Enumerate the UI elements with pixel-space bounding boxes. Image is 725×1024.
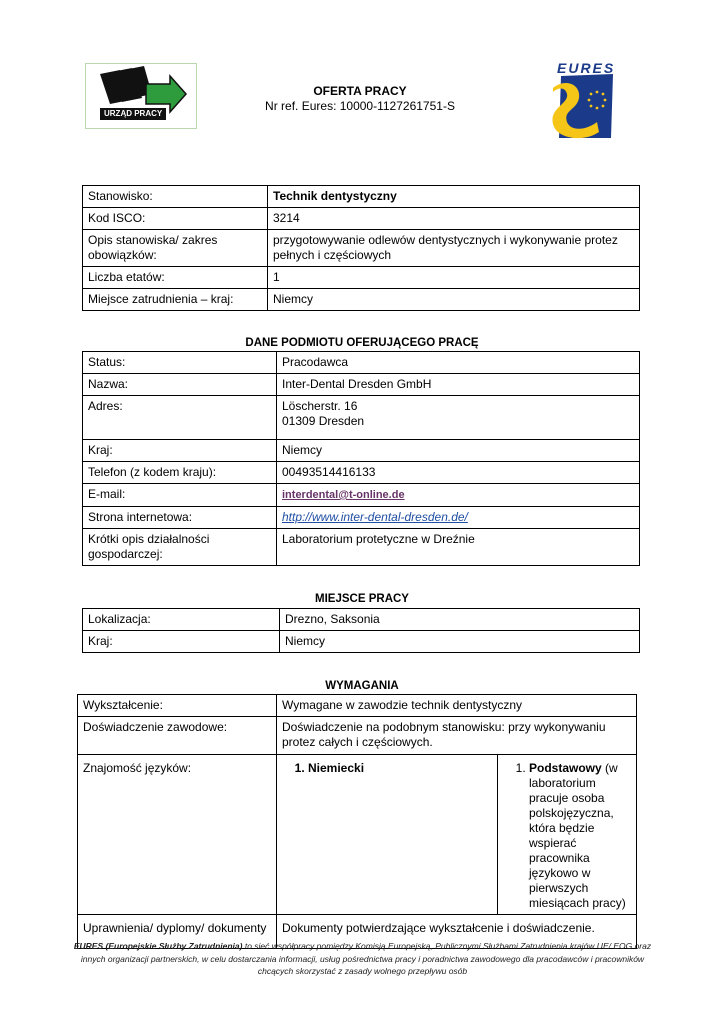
table-row xyxy=(83,529,640,566)
language-name: 1. Niemiecki xyxy=(308,761,492,776)
status-label: Status: xyxy=(83,352,277,374)
address-line-2: 01309 Dresden xyxy=(282,414,365,428)
isco-label: Kod ISCO: xyxy=(83,208,268,230)
table-row xyxy=(83,609,640,631)
table-row xyxy=(83,352,640,374)
table-row xyxy=(83,507,640,529)
email-cell xyxy=(277,484,640,507)
eures-logo-text: EURES xyxy=(557,60,616,76)
workplace-table xyxy=(82,608,640,653)
urzad-pracy-logo-text: URZĄD PRACY xyxy=(104,109,163,118)
email-link[interactable]: interdental@t-online.de xyxy=(282,489,405,501)
experience-label: Doświadczenie zawodowe: xyxy=(78,717,277,755)
phone-label: Telefon (z kodem kraju): xyxy=(83,462,277,484)
business-description-label: Krótki opis działalności gospodarczej: xyxy=(83,529,277,566)
education-label: Wykształcenie: xyxy=(78,695,277,717)
language-level-item xyxy=(529,761,631,911)
requirements-table xyxy=(77,694,637,949)
experience-value: Doświadczenie na podobnym stanowisku: przy wykonywaniu protez całych i częściowych. xyxy=(277,717,637,755)
table-row xyxy=(83,484,640,507)
workplace-country-value: Niemcy xyxy=(280,631,640,653)
language-level-note: (w laboratorium pracuje osoba polskojęzyczna, która będzie wspierać pracownika językowo w pierwszych miesiącach pracy) xyxy=(529,761,626,910)
table-row xyxy=(83,230,640,267)
website-label: Strona internetowa: xyxy=(83,507,277,529)
education-value: Wymagane w zawodzie technik dentystyczny xyxy=(277,695,637,717)
company-name-label: Nazwa: xyxy=(83,374,277,396)
job-table xyxy=(82,185,640,311)
employer-heading: DANE PODMIOTU OFERUJĄCEGO PRACĘ xyxy=(245,337,479,349)
address-label: Adres: xyxy=(83,396,277,440)
location-value: Drezno, Saksonia xyxy=(280,609,640,631)
workplace-heading: MIEJSCE PRACY xyxy=(315,593,409,605)
footer-org: EURES (Europejskie Służby Zatrudnienia) xyxy=(73,941,243,951)
job-description-label: Opis stanowiska/ zakres obowiązków: xyxy=(83,230,268,267)
language-name-cell xyxy=(277,755,498,915)
job-description-value: przygotowywanie odlewów dentystycznych i wykonywanie protez pełnych i częściowych xyxy=(268,230,640,267)
table-row xyxy=(83,374,640,396)
company-name-value: Inter-Dental Dresden GmbH xyxy=(277,374,640,396)
table-row xyxy=(83,462,640,484)
table-row xyxy=(78,755,637,915)
table-row xyxy=(83,208,640,230)
footer-text: to sieć współpracy pomiędzy Komisją Europejską, Publicznymi Służbami Zatrudnienia krajów UE/ EOG oraz innych organizacji partnerskich, w celu dostarczania informacji, usług pośrednictwa pracy i poradnictwa zawodowego dla pracodawców i pracowników chcących skorzystać z zasady wolnego przepływu osób xyxy=(80,941,652,976)
footer-note xyxy=(70,940,655,978)
table-row xyxy=(83,631,640,653)
language-level-cell xyxy=(498,755,637,915)
job-title-value: Technik dentystyczny xyxy=(268,186,640,208)
employer-country-label: Kraj: xyxy=(83,440,277,462)
positions-count-label: Liczba etatów: xyxy=(83,267,268,289)
table-row xyxy=(78,717,637,755)
workplace-country-label: Kraj: xyxy=(83,631,280,653)
positions-count-value: 1 xyxy=(268,267,640,289)
table-row xyxy=(78,695,637,717)
table-row xyxy=(83,440,640,462)
table-row xyxy=(83,289,640,311)
table-row xyxy=(83,186,640,208)
work-country-label: Miejsce zatrudnienia – kraj: xyxy=(83,289,268,311)
email-label: E-mail: xyxy=(83,484,277,507)
language-level: Podstawowy xyxy=(529,761,602,775)
document-title: OFERTA PRACY xyxy=(313,84,407,98)
documents-label: Uprawnienia/ dyplomy/ dokumenty xyxy=(78,915,277,949)
eures-logo xyxy=(545,60,617,140)
business-description-value: Laboratorium protetyczne w Dreźnie xyxy=(277,529,640,566)
job-title-label: Stanowisko: xyxy=(83,186,268,208)
languages-label: Znajomość języków: xyxy=(78,755,277,915)
phone-value: 00493514416133 xyxy=(277,462,640,484)
work-country-value: Niemcy xyxy=(268,289,640,311)
reference-number: Nr ref. Eures: 10000-1127261751-S xyxy=(265,99,455,113)
isco-value: 3214 xyxy=(268,208,640,230)
address-line-1: Löscherstr. 16 xyxy=(282,399,358,413)
documents-value: Dokumenty potwierdzające wykształcenie i doświadczenie. xyxy=(277,915,637,949)
table-row xyxy=(83,396,640,440)
address-value xyxy=(277,396,640,440)
urzad-pracy-logo xyxy=(85,63,197,129)
table-row xyxy=(83,267,640,289)
status-value: Pracodawca xyxy=(277,352,640,374)
employer-table xyxy=(82,351,640,566)
website-cell xyxy=(277,507,640,529)
website-link[interactable]: http://www.inter-dental-dresden.de/ xyxy=(282,510,468,524)
employer-country-value: Niemcy xyxy=(277,440,640,462)
location-label: Lokalizacja: xyxy=(83,609,280,631)
requirements-heading: WYMAGANIA xyxy=(325,680,399,692)
